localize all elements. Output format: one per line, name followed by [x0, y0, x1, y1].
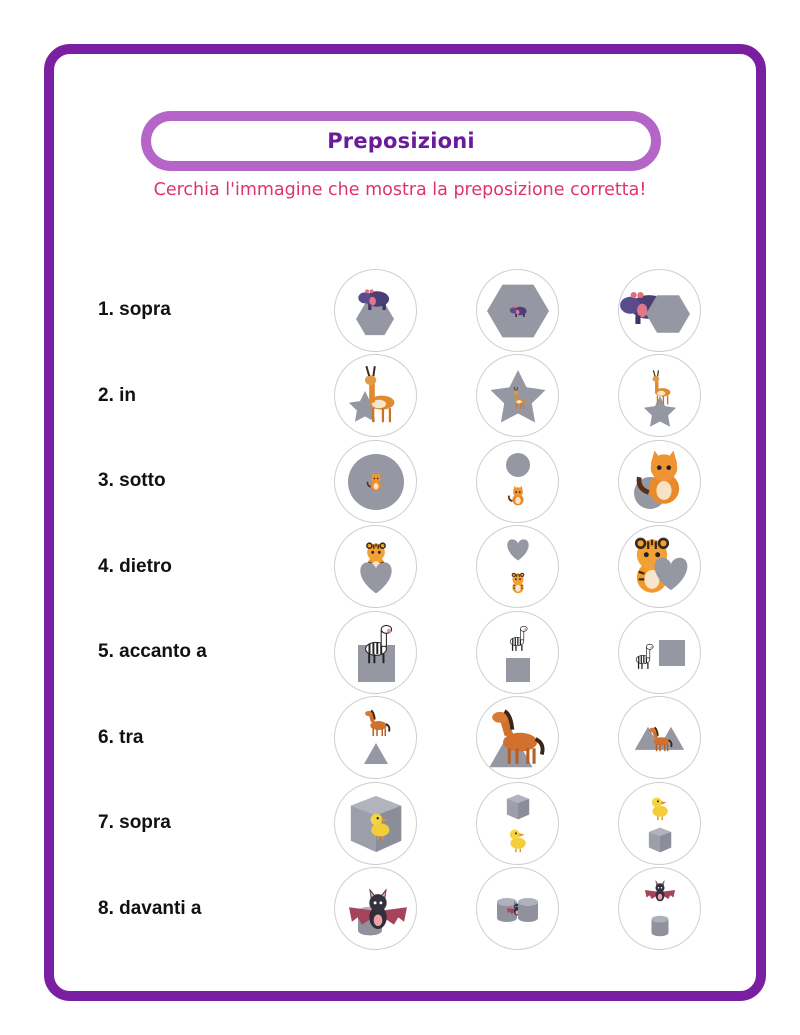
- choice-1a-hippo-on-hexagon[interactable]: [334, 269, 417, 352]
- cat-circle-icon: [335, 441, 416, 522]
- choice-3b-cat-under-circle[interactable]: [476, 440, 559, 523]
- choice-8a-bat-in-front-of-cylinder[interactable]: [334, 867, 417, 950]
- zebra-square-icon: [335, 612, 416, 693]
- choice-7a-duckling-in-front-of-cube[interactable]: [334, 782, 417, 865]
- choice-1c-hippo-behind-hexagon[interactable]: [618, 269, 701, 352]
- row-label-7: 7. sopra: [98, 812, 171, 833]
- choice-2c-gazelle-on-star[interactable]: [618, 354, 701, 437]
- row-label-1: 1. sopra: [98, 299, 171, 320]
- row-label-8: 8. davanti a: [98, 898, 202, 919]
- duckling-cube-icon: [619, 783, 700, 864]
- choice-5a-zebra-in-front-of-square[interactable]: [334, 611, 417, 694]
- choice-4b-tiger-under-heart[interactable]: [476, 525, 559, 608]
- duckling-cube-icon: [335, 783, 416, 864]
- horse-triangle-icon: [477, 697, 558, 778]
- hippo-hexagon-icon: [619, 270, 700, 351]
- title-banner: [141, 111, 661, 171]
- choice-4a-tiger-behind-heart[interactable]: [334, 525, 417, 608]
- cat-circle-icon: [619, 441, 700, 522]
- choice-5c-zebra-next-to-square[interactable]: [618, 611, 701, 694]
- choice-2b-gazelle-in-star[interactable]: [476, 354, 559, 437]
- choice-4c-tiger-behind-heart[interactable]: [618, 525, 701, 608]
- choice-7c-duckling-on-cube[interactable]: [618, 782, 701, 865]
- row-label-2: 2. in: [98, 385, 137, 406]
- hippo-hexagon-icon: [477, 270, 558, 351]
- choice-3a-cat-in-circle[interactable]: [334, 440, 417, 523]
- gazelle-star-icon: [477, 355, 558, 436]
- bat-cylinder-icon: [335, 868, 416, 949]
- choice-8b-bat-between-cylinders[interactable]: [476, 867, 559, 950]
- duckling-cube-icon: [477, 783, 558, 864]
- hippo-hexagon-icon: [335, 270, 416, 351]
- tiger-heart-icon: [335, 526, 416, 607]
- gazelle-star-icon: [335, 355, 416, 436]
- zebra-square-icon: [619, 612, 700, 693]
- choice-2a-gazelle-in-front-of-star[interactable]: [334, 354, 417, 437]
- page-title: Preposizioni: [327, 129, 475, 153]
- tiger-heart-icon: [619, 526, 700, 607]
- tiger-heart-icon: [477, 526, 558, 607]
- bat-cylinder-icon: [619, 868, 700, 949]
- choice-1b-hippo-in-hexagon[interactable]: [476, 269, 559, 352]
- row-label-4: 4. dietro: [98, 556, 172, 577]
- row-label-6: 6. tra: [98, 727, 144, 748]
- choice-3c-cat-in-front-of-circle[interactable]: [618, 440, 701, 523]
- bat-cylinder-icon: [477, 868, 558, 949]
- zebra-square-icon: [477, 612, 558, 693]
- choice-7b-duckling-under-cube[interactable]: [476, 782, 559, 865]
- instruction-text: Cerchia l'immagine che mostra la preposizione corretta!: [153, 180, 647, 200]
- row-label-3: 3. sotto: [98, 470, 166, 491]
- choice-6c-horse-between-triangles[interactable]: [618, 696, 701, 779]
- choice-6b-horse-in-front-of-triangle[interactable]: [476, 696, 559, 779]
- horse-triangle-icon: [335, 697, 416, 778]
- choice-6a-horse-above-triangle[interactable]: [334, 696, 417, 779]
- cat-circle-icon: [477, 441, 558, 522]
- choice-8c-bat-above-cylinder[interactable]: [618, 867, 701, 950]
- gazelle-star-icon: [619, 355, 700, 436]
- horse-triangle-icon: [619, 697, 700, 778]
- row-label-5: 5. accanto a: [98, 641, 207, 662]
- choice-5b-zebra-above-square[interactable]: [476, 611, 559, 694]
